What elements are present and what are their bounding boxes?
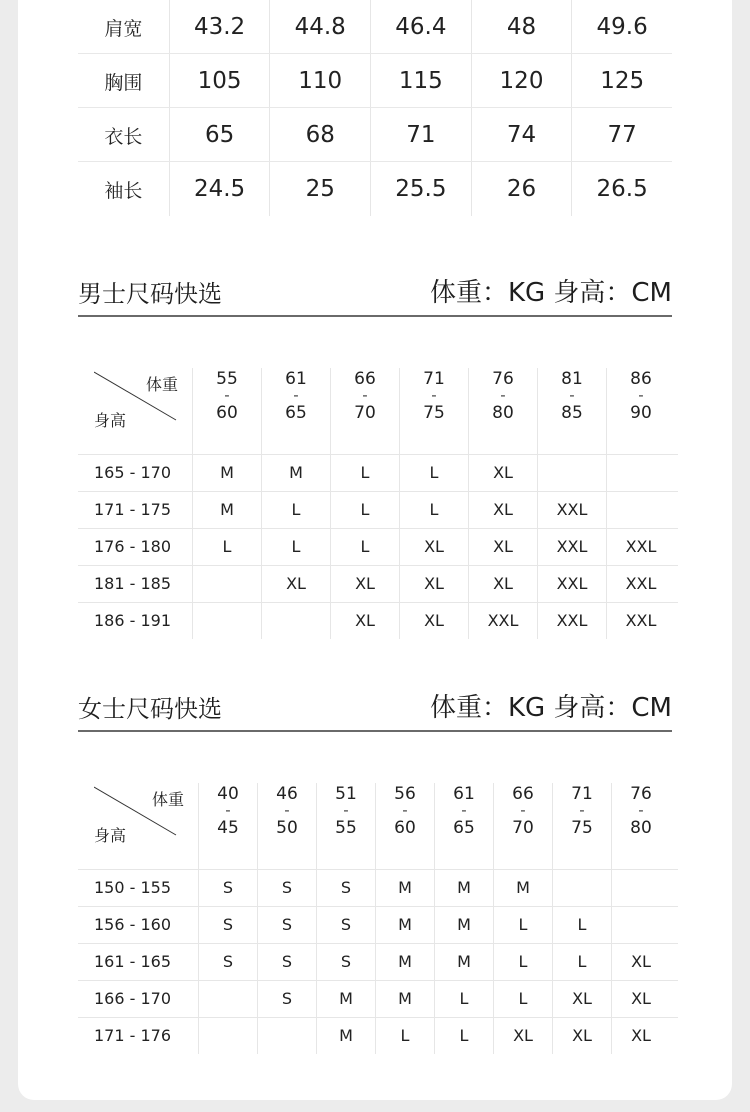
table-row: [78, 455, 678, 492]
weight-range-header: [192, 368, 261, 454]
size-cell: L: [330, 529, 399, 565]
height-range-label: 186 - 191: [94, 611, 172, 630]
weight-range-high: 60: [216, 403, 238, 423]
range-dash: -: [362, 386, 368, 404]
range-dash: -: [520, 801, 526, 819]
size-cell: XL: [399, 529, 468, 565]
measurement-value: 25.5: [370, 162, 471, 216]
measurement-row-length: [78, 108, 672, 162]
size-cell: L: [399, 492, 468, 528]
size-cell: XL: [468, 455, 537, 491]
grid-corner-cell: [78, 783, 198, 869]
range-dash: -: [579, 801, 585, 819]
weight-range-high: 80: [630, 818, 652, 838]
measurement-value: 43.2: [169, 0, 270, 54]
measurement-value: 25: [269, 162, 370, 216]
range-dash: -: [402, 801, 408, 819]
size-cell: L: [261, 492, 330, 528]
corner-weight-label: 体重: [151, 790, 184, 809]
grid-header-row: [78, 368, 678, 455]
measurement-value: 65: [169, 108, 270, 162]
range-dash: -: [461, 801, 467, 819]
height-range-label: 181 - 185: [94, 574, 172, 593]
weight-range-header: [493, 783, 552, 869]
size-cell: [611, 907, 670, 943]
weight-range-low: 61: [285, 369, 307, 389]
height-range-label: 150 - 155: [94, 878, 172, 897]
size-cell: L: [493, 907, 552, 943]
weight-range-high: 60: [394, 818, 416, 838]
women-section-title: 女士尺码快选: [78, 695, 222, 723]
size-cell: M: [375, 907, 434, 943]
weight-range-header: [375, 783, 434, 869]
size-cell: S: [257, 907, 316, 943]
size-cell: [537, 455, 606, 491]
table-row: [78, 981, 678, 1018]
weight-range-low: 61: [453, 784, 475, 804]
measurement-value: 26: [471, 162, 572, 216]
size-cell: S: [316, 944, 375, 980]
size-cell: XL: [330, 566, 399, 602]
size-cell: [552, 870, 611, 906]
corner-weight-label: 体重: [145, 375, 178, 394]
corner-height-label: 身高: [94, 826, 127, 845]
measurement-row-sleeve: [78, 162, 672, 216]
weight-range-header: [261, 368, 330, 454]
men-section-header: [78, 268, 672, 316]
weight-range-header: [606, 368, 675, 454]
size-cell: S: [257, 870, 316, 906]
weight-range-header: [537, 368, 606, 454]
corner-height-label: 身高: [94, 411, 127, 430]
women-units-label: 体重：KG 身高：CM: [429, 693, 672, 723]
measurement-label: 袖长: [104, 179, 143, 202]
table-row: [78, 529, 678, 566]
size-cell: L: [330, 455, 399, 491]
size-cell: XXL: [537, 603, 606, 639]
measurement-value: 120: [471, 54, 572, 108]
measurement-value: 110: [269, 54, 370, 108]
table-row: [78, 1018, 678, 1054]
table-row: [78, 492, 678, 529]
size-cell: S: [198, 870, 257, 906]
weight-range-header: [316, 783, 375, 869]
size-cell: XL: [611, 1018, 670, 1054]
table-row: [78, 907, 678, 944]
measurement-value: 24.5: [169, 162, 270, 216]
size-cell: XL: [611, 981, 670, 1017]
measurement-value: 48: [471, 0, 572, 54]
range-dash: -: [569, 386, 575, 404]
weight-range-high: 70: [512, 818, 534, 838]
section-divider: [78, 315, 672, 317]
size-cell: M: [192, 455, 261, 491]
table-row: [78, 944, 678, 981]
range-dash: -: [225, 801, 231, 819]
size-cell: [257, 1018, 316, 1054]
size-cell: L: [399, 455, 468, 491]
size-cell: [606, 492, 675, 528]
size-cell: M: [434, 870, 493, 906]
size-cell: XL: [261, 566, 330, 602]
weight-range-high: 70: [354, 403, 376, 423]
measurement-label: 肩宽: [104, 17, 143, 40]
weight-range-header: [611, 783, 670, 869]
size-cell: XL: [493, 1018, 552, 1054]
range-dash: -: [500, 386, 506, 404]
range-dash: -: [284, 801, 290, 819]
measurement-value: 46.4: [370, 0, 471, 54]
size-cell: XXL: [468, 603, 537, 639]
size-cell: [198, 1018, 257, 1054]
measurement-value: 74: [471, 108, 572, 162]
measurement-row-shoulder: [78, 0, 672, 54]
weight-range-low: 55: [216, 369, 238, 389]
size-cell: L: [552, 944, 611, 980]
size-cell: S: [316, 870, 375, 906]
size-cell: M: [316, 1018, 375, 1054]
measurement-table: [78, 0, 672, 216]
section-divider: [78, 730, 672, 732]
size-cell: M: [434, 907, 493, 943]
size-cell: M: [316, 981, 375, 1017]
weight-range-high: 75: [571, 818, 593, 838]
height-range-label: 166 - 170: [94, 989, 172, 1008]
size-cell: L: [330, 492, 399, 528]
table-row: [78, 870, 678, 907]
weight-range-low: 81: [561, 369, 583, 389]
measurement-label: 胸围: [104, 71, 143, 94]
grid-corner-cell: [78, 368, 192, 454]
height-range-label: 171 - 175: [94, 500, 172, 519]
weight-range-high: 90: [630, 403, 652, 423]
measurement-value: 49.6: [571, 0, 672, 54]
weight-range-low: 71: [571, 784, 593, 804]
weight-range-header: [552, 783, 611, 869]
weight-range-low: 40: [217, 784, 239, 804]
range-dash: -: [431, 386, 437, 404]
size-cell: XL: [468, 492, 537, 528]
size-cell: S: [316, 907, 375, 943]
range-dash: -: [293, 386, 299, 404]
size-cell: XL: [611, 944, 670, 980]
measurement-value: 26.5: [571, 162, 672, 216]
weight-range-low: 71: [423, 369, 445, 389]
weight-range-header: [434, 783, 493, 869]
women-section-header: [78, 683, 672, 731]
weight-range-header: [468, 368, 537, 454]
weight-range-low: 46: [276, 784, 298, 804]
size-cell: XXL: [606, 529, 675, 565]
size-cell: XL: [399, 566, 468, 602]
table-row: [78, 566, 678, 603]
height-range-label: 176 - 180: [94, 537, 172, 556]
size-cell: XL: [552, 1018, 611, 1054]
weight-range-low: 86: [630, 369, 652, 389]
size-cell: L: [375, 1018, 434, 1054]
size-cell: [192, 566, 261, 602]
weight-range-low: 66: [354, 369, 376, 389]
size-cell: M: [375, 944, 434, 980]
weight-range-low: 76: [630, 784, 652, 804]
weight-range-high: 50: [276, 818, 298, 838]
size-cell: XL: [399, 603, 468, 639]
weight-range-high: 65: [285, 403, 307, 423]
size-cell: S: [198, 944, 257, 980]
size-cell: [261, 603, 330, 639]
size-cell: XL: [552, 981, 611, 1017]
height-range-label: 171 - 176: [94, 1026, 172, 1045]
measurement-value: 68: [269, 108, 370, 162]
size-cell: L: [552, 907, 611, 943]
weight-range-high: 55: [335, 818, 357, 838]
weight-range-low: 51: [335, 784, 357, 804]
size-cell: L: [493, 981, 552, 1017]
size-cell: XXL: [537, 492, 606, 528]
size-cell: S: [257, 944, 316, 980]
weight-range-high: 80: [492, 403, 514, 423]
grid-header-row: [78, 783, 678, 870]
size-cell: S: [198, 907, 257, 943]
size-cell: M: [434, 944, 493, 980]
size-cell: XL: [468, 529, 537, 565]
range-dash: -: [638, 801, 644, 819]
size-cell: [606, 455, 675, 491]
size-cell: [192, 603, 261, 639]
measurement-row-chest: [78, 54, 672, 108]
size-cell: XXL: [606, 603, 675, 639]
size-cell: XXL: [537, 529, 606, 565]
weight-range-low: 76: [492, 369, 514, 389]
size-cell: L: [261, 529, 330, 565]
weight-range-low: 56: [394, 784, 416, 804]
size-cell: M: [375, 870, 434, 906]
size-cell: XXL: [606, 566, 675, 602]
size-cell: L: [434, 981, 493, 1017]
weight-range-high: 65: [453, 818, 475, 838]
size-cell: [611, 870, 670, 906]
measurement-value: 115: [370, 54, 471, 108]
men-units-label: 体重：KG 身高：CM: [429, 278, 672, 308]
size-cell: [198, 981, 257, 1017]
size-cell: M: [375, 981, 434, 1017]
size-cell: L: [434, 1018, 493, 1054]
weight-range-low: 66: [512, 784, 534, 804]
measurement-value: 125: [571, 54, 672, 108]
weight-range-header: [330, 368, 399, 454]
weight-range-high: 85: [561, 403, 583, 423]
measurement-value: 77: [571, 108, 672, 162]
size-cell: XXL: [537, 566, 606, 602]
size-cell: M: [192, 492, 261, 528]
measurement-value: 44.8: [269, 0, 370, 54]
range-dash: -: [638, 386, 644, 404]
height-range-label: 156 - 160: [94, 915, 172, 934]
range-dash: -: [343, 801, 349, 819]
measurement-value: 71: [370, 108, 471, 162]
size-cell: M: [261, 455, 330, 491]
size-cell: L: [192, 529, 261, 565]
size-cell: M: [493, 870, 552, 906]
height-range-label: 165 - 170: [94, 463, 172, 482]
weight-range-header: [198, 783, 257, 869]
range-dash: -: [224, 386, 230, 404]
men-size-grid: [78, 368, 678, 639]
weight-range-header: [399, 368, 468, 454]
measurement-value: 105: [169, 54, 270, 108]
weight-range-high: 45: [217, 818, 239, 838]
weight-range-header: [257, 783, 316, 869]
size-cell: L: [493, 944, 552, 980]
weight-range-high: 75: [423, 403, 445, 423]
size-cell: XL: [468, 566, 537, 602]
women-size-grid: [78, 783, 678, 1054]
height-range-label: 161 - 165: [94, 952, 172, 971]
size-cell: S: [257, 981, 316, 1017]
measurement-label: 衣长: [104, 125, 143, 148]
men-section-title: 男士尺码快选: [78, 280, 222, 308]
size-cell: XL: [330, 603, 399, 639]
table-row: [78, 603, 678, 639]
